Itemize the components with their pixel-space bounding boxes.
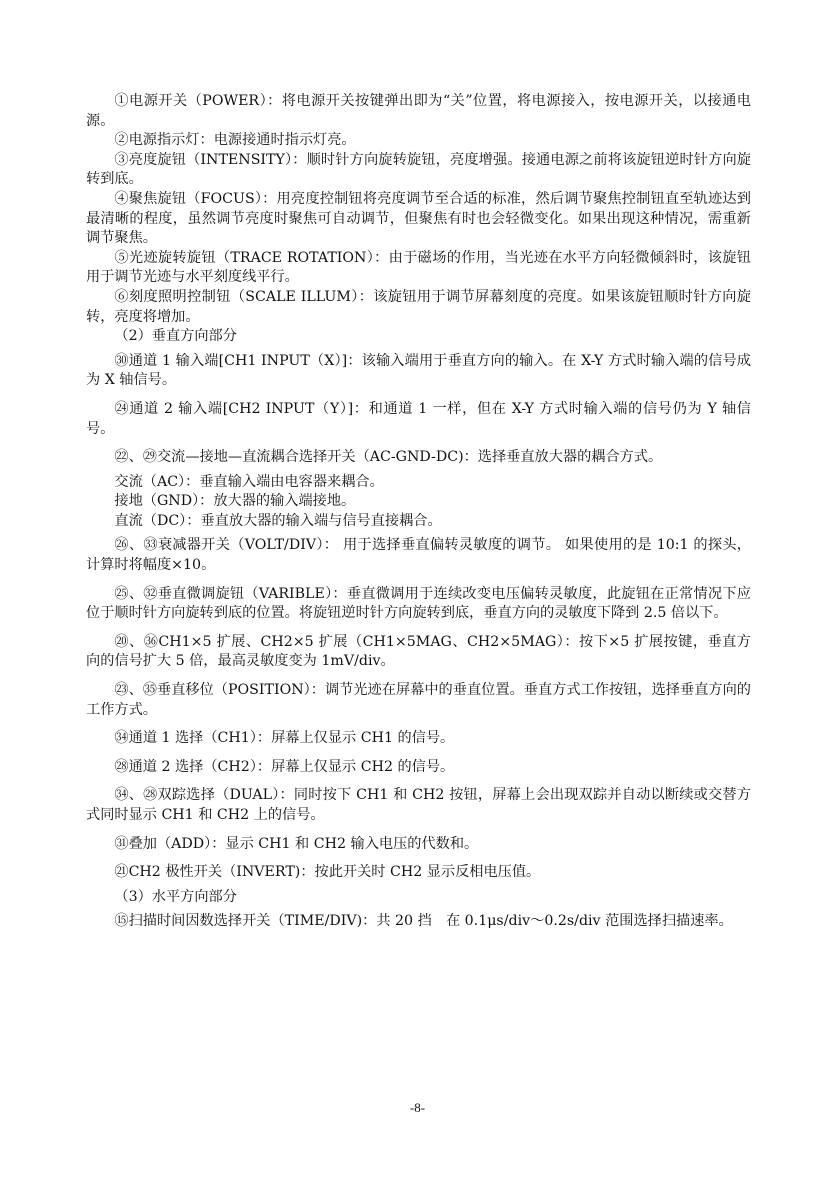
paragraph-ch2-select: ㉘通道 2 选择（CH2）：屏幕上仅显示 CH2 的信号。 <box>114 758 455 775</box>
paragraph-scale-illum: ⑥刻度照明控制钮（SCALE ILLUM）：该旋钮用于调节屏幕刻度的亮度。如果该旋钮顺时针方向旋转，亮度将增加。 <box>86 288 751 325</box>
paragraph-variable: ㉕、㉜垂直微调旋钮（VARIBLE）：垂直微调用于连续改变电压偏转灵敏度，此旋钮在正常情况下应位于顺时针方向旋转到底的位置。将旋钮逆时针方向旋转到底，垂直方向的灵敏度下降到 2.5 倍以下。 <box>86 585 751 622</box>
page-number: -8- <box>409 1100 426 1115</box>
paragraph-power-switch: ①电源开关（POWER）：将电源开关按键弹出即为“关”位置，将电源接入，按电源开关，以接通电源。 <box>86 93 751 129</box>
paragraph-trace-rotation: ⑤光迹旋转旋钮（TRACE ROTATION）：由于磁场的作用，当光迹在水平方向轻微倾斜时，该旋钮用于调节光迹与水平刻度线平行。 <box>86 249 751 286</box>
paragraph-dual: ㉞、㉘双踪选择（DUAL）：同时按下 CH1 和 CH2 按钮，屏幕上会出现双踪并自动以断续或交替方式同时显示 CH1 和 CH2 上的信号。 <box>86 787 751 823</box>
paragraph-ch2-input: ㉔通道 2 输入端[CH2 INPUT（Y）]：和通道 1 一样，但在 X-Y 方式时输入端的信号仍为 Y 轴信号。 <box>86 400 751 437</box>
paragraph-power-indicator: ②电源指示灯：电源接通时指示灯亮。 <box>114 132 356 149</box>
paragraph-ch1-select: ㉞通道 1 选择（CH1）：屏幕上仅显示 CH1 的信号。 <box>114 730 455 747</box>
paragraph-coupling-dc: 直流（DC）：垂直放大器的输入端与信号直接耦合。 <box>114 512 442 529</box>
paragraph-coupling-ac: 交流（AC）：垂直输入端由电容器来耦合。 <box>114 473 384 490</box>
paragraph-coupling-switch: ㉒、㉙交流—接地—直流耦合选择开关（AC-GND-DC)：选择垂直放大器的耦合方式。 <box>114 449 663 466</box>
paragraph-intensity: ③亮度旋钮（INTENSITY）：顺时针方向旋转旋钮，亮度增强。接通电源之前将该旋钮逆时针方向旋转到底。 <box>86 151 751 188</box>
paragraph-invert: ㉑CH2 极性开关（INVERT)：按此开关时 CH2 显示反相电压值。 <box>114 864 541 881</box>
paragraph-focus: ④聚焦旋钮（FOCUS）：用亮度控制钮将亮度调节至合适的标准，然后调节聚焦控制钮直至轨迹达到最清晰的程度，虽然调节亮度时聚焦可自动调节，但聚焦有时也会轻微变化。如果出现这种情况，需重新调节聚焦。 <box>86 190 751 247</box>
paragraph-position: ㉓、㉟垂直移位（POSITION）：调节光迹在屏幕中的垂直位置。垂直方式工作按钮，选择垂直方向的工作方式。 <box>86 682 751 718</box>
document-body <box>86 92 751 932</box>
section-heading-vertical: （2）垂直方向部分 <box>114 328 237 345</box>
paragraph-volt-div: ㉖、㉝衰减器开关（VOLT/DIV）： 用于选择垂直偏转灵敏度的调节。 如果使用的是 10:1 的探头，计算时将幅度×10。 <box>86 537 751 574</box>
paragraph-ch1-input: ㉚通道 1 输入端[CH1 INPUT（X）]：该输入端用于垂直方向的输入。在 X-Y 方式时输入端的信号成为 X 轴信号。 <box>86 352 751 389</box>
paragraph-time-div: ⑮扫描时间因数选择开关（TIME/DIV)：共 20 挡 在 0.1μs/div〜0.2s/div 范围选择扫描速率。 <box>114 913 733 930</box>
paragraph-x5-mag: ⑳、㊱CH1×5 扩展、CH2×5 扩展（CH1×5MAG、CH2×5MAG）：按下×5 扩展按键，垂直方向的信号扩大 5 倍，最高灵敏度变为 1mV/div。 <box>86 633 751 670</box>
paragraph-coupling-gnd: 接地（GND）：放大器的输入端接地。 <box>114 493 356 510</box>
paragraph-add: ㉛叠加（ADD）：显示 CH1 和 CH2 输入电压的代数和。 <box>114 835 479 852</box>
section-heading-horizontal: （3）水平方向部分 <box>114 888 237 905</box>
